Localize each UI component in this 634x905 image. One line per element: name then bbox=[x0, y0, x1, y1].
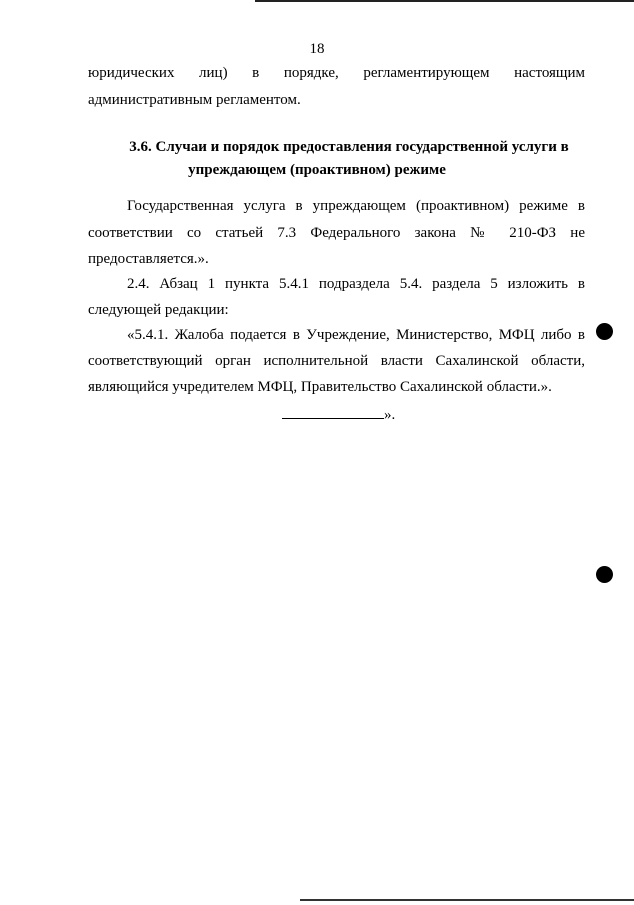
binder-hole-icon bbox=[596, 323, 613, 340]
binder-hole-icon bbox=[596, 566, 613, 583]
paragraph-3-line-1: «5.4.1. Жалоба подается в Учреждение, Министерство, МФЦ либо в bbox=[127, 327, 585, 343]
scan-edge-bottom bbox=[300, 899, 634, 901]
intro-line-2: административным регламентом. bbox=[88, 92, 301, 108]
scan-edge-top bbox=[255, 0, 634, 2]
paragraph-2-line-2: следующей редакции: bbox=[88, 302, 229, 318]
section-heading-line-2: упреждающем (проактивном) режиме bbox=[188, 162, 446, 178]
paragraph-1-line-2: соответствии со статьей 7.3 Федерального закона № 210-ФЗ не bbox=[88, 225, 585, 241]
closing-line bbox=[282, 404, 395, 425]
paragraph-1-line-3: предоставляется.». bbox=[88, 251, 209, 267]
section-heading-line-1: 3.6. Случаи и порядок предоставления государственной услуги в bbox=[129, 139, 569, 155]
closing-mark: ». bbox=[384, 407, 396, 423]
page-number: 18 bbox=[309, 41, 325, 57]
paragraph-1-line-1: Государственная услуга в упреждающем (проактивном) режиме в bbox=[127, 198, 585, 214]
paragraph-2-line-1: 2.4. Абзац 1 пункта 5.4.1 подраздела 5.4. раздела 5 изложить в bbox=[127, 276, 585, 292]
paragraph-3-line-2: соответствующий орган исполнительной власти Сахалинской области, bbox=[88, 353, 585, 369]
closing-underline bbox=[282, 404, 384, 419]
paragraph-3-line-3: являющийся учредителем МФЦ, Правительство Сахалинской области.». bbox=[88, 379, 552, 395]
intro-line-1: юридических лиц) в порядке, регламентирующем настоящим bbox=[88, 65, 585, 81]
